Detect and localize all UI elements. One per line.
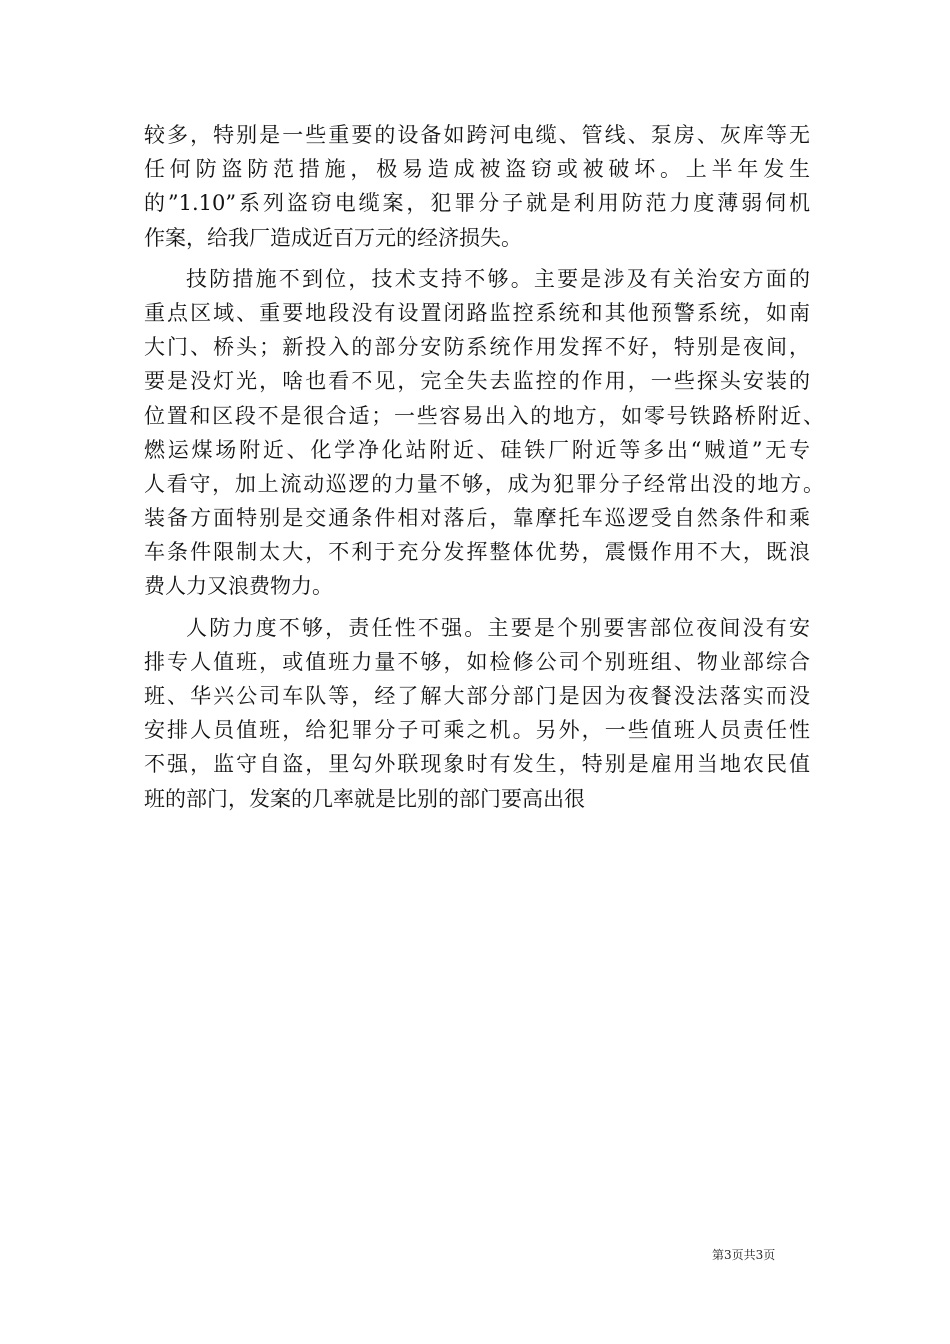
- paragraph-line: 作案，给我厂造成近百万元的经济损失。: [144, 225, 522, 250]
- page-number: 第3页共3页: [712, 1248, 776, 1262]
- document-body: [144, 118, 824, 816]
- paragraph-line: 较多，特别是一些重要的设备如跨河电缆、管线、泵房、灰库等无: [144, 123, 810, 147]
- paragraph-1: [144, 118, 824, 255]
- paragraph-line: 费人力又浪费物力。: [144, 574, 333, 599]
- paragraph-line: 燃运煤场附近、化学净化站附近、硅铁厂附近等多出“贼道”无专: [144, 437, 810, 462]
- paragraph-3: [144, 611, 824, 816]
- paragraph-2: [144, 262, 824, 604]
- paragraph-line: 位置和区段不是很合适；一些容易出入的地方，如零号铁路桥附近、: [144, 403, 824, 428]
- paragraph-line: 安排人员值班，给犯罪分子可乘之机。另外，一些值班人员责任性: [144, 718, 810, 743]
- paragraph-line: 重点区域、重要地段没有设置闭路监控系统和其他预警系统，如南: [144, 300, 810, 325]
- paragraph-line: 大门、桥头；新投入的部分安防系统作用发挥不好，特别是夜间，: [144, 335, 810, 360]
- paragraph-line: 任何防盗防范措施，极易造成被盗窃或被破坏。上半年发生: [144, 157, 810, 182]
- paragraph-line: 要是没灯光，啥也看不见，完全失去监控的作用，一些探头安装的: [144, 369, 810, 394]
- paragraph-line: 班的部门，发案的几率就是比别的部门要高出很: [144, 786, 585, 811]
- paragraph-line: 车条件限制太大，不利于充分发挥整体优势，震慑作用不大，既浪: [144, 540, 810, 565]
- paragraph-line: 装备方面特别是交通条件相对落后，靠摩托车巡逻受自然条件和乘: [144, 506, 810, 531]
- paragraph-line: 人看守，加上流动巡逻的力量不够，成为犯罪分子经常出没的地方。: [144, 471, 824, 496]
- paragraph-line: 的”1.10”系列盗窃电缆案，犯罪分子就是利用防范力度薄弱伺机: [144, 191, 810, 216]
- paragraph-line: 不强，监守自盗，里勾外联现象时有发生，特别是雇用当地农民值: [144, 752, 810, 777]
- paragraph-line: 排专人值班，或值班力量不够，如检修公司个别班组、物业部综合: [144, 649, 810, 674]
- paragraph-line: 技防措施不到位，技术支持不够。主要是涉及有关治安方面的: [186, 266, 810, 291]
- paragraph-line: 班、华兴公司车队等，经了解大部分部门是因为夜餐没法落实而没: [144, 684, 810, 708]
- paragraph-line: 人防力度不够，责任性不强。主要是个别要害部位夜间没有安: [186, 615, 810, 640]
